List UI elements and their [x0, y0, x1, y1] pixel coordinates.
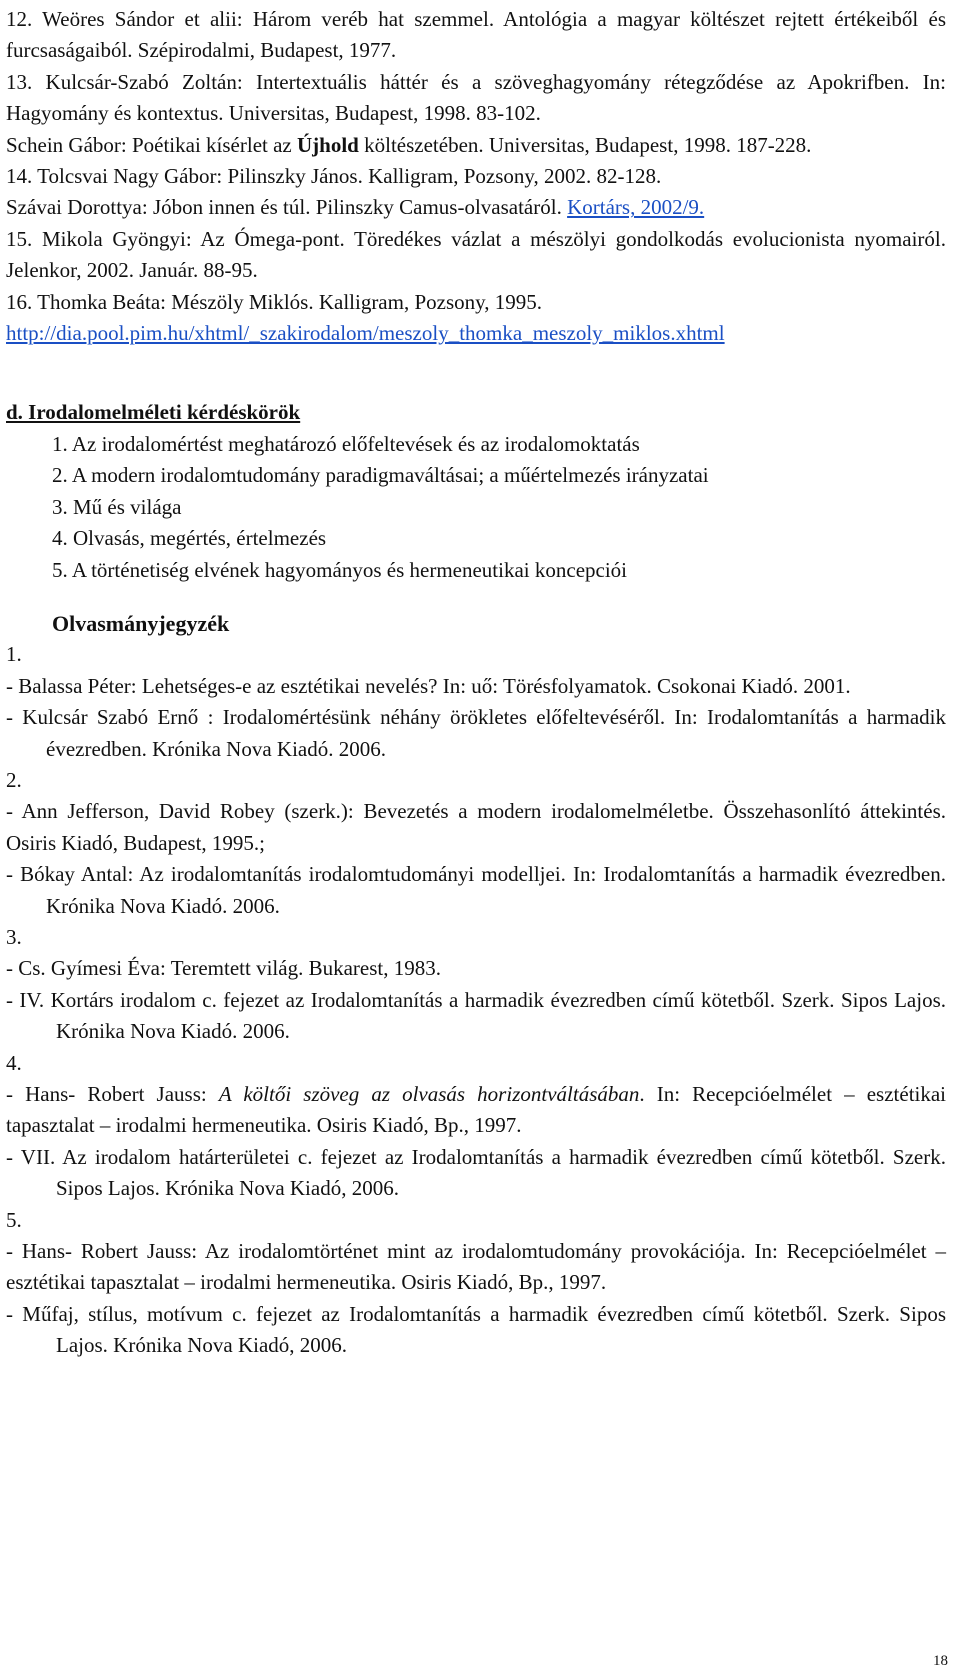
journal-name-ujhold: Újhold: [297, 132, 359, 157]
reading-entry-gyimesi: - Cs. Gyímesi Éva: Teremtett világ. Bukarest, 1983.: [6, 956, 441, 981]
reading-number-2: 2.: [6, 767, 22, 792]
reference-13-schein: Schein Gábor: Poétikai kísérlet az Újhold költészetében. Universitas, Budapest, 1998. 187-228.: [6, 132, 812, 157]
reading-entry-bokay: - Bókay Antal: Az irodalomtanítás irodalomtudományi modelljei. In: Irodalomtanítás a harmadik évezredben. Krónika Nova Kiadó. 2006.: [6, 862, 946, 918]
topic-item-5: 5. A történetiség elvének hagyományos és hermeneutikai koncepciói: [52, 557, 627, 582]
reading-entry-jauss-1: - Hans- Robert Jauss: A költői szöveg az olvasás horizontváltásában. In: Recepcióelmélet – esztétikai tapasztalat – irodalmi hermeneutika. Osiris Kiadó, Bp., 1997.: [6, 1082, 947, 1138]
kortars-link[interactable]: Kortárs, 2002/9.: [567, 195, 705, 220]
reading-number-4: 4.: [6, 1050, 22, 1075]
section-d-heading: d. Irodalomelméleti kérdéskörök: [6, 400, 301, 425]
document-page: [6, 4, 946, 1362]
reading-entry-jauss-2: - Hans- Robert Jauss: Az irodalomtörténet mint az irodalomtudomány provokációja. In: Recepcióelmélet – esztétikai tapasztalat – irodalmi hermeneutika. Osiris Kiadó, Bp., 1997.: [6, 1239, 946, 1295]
reading-entry-hatarteruletei: - VII. Az irodalom határterületei c. fejezet az Irodalomtanítás a harmadik évezredben című kötetből. Szerk. Sipos Lajos. Krónika Nova Kiadó, 2006.: [6, 1144, 946, 1201]
reference-12: 12. Weöres Sándor et alii: Három veréb hat szemmel. Antológia a magyar költészet rejtett értékeiből és furcsaságaiból. Szépirodalmi, Budapest, 1977.: [6, 7, 946, 63]
reading-number-1: 1.: [6, 642, 22, 667]
reference-16: 16. Thomka Beáta: Mészöly Miklós. Kalligram, Pozsony, 1995.: [6, 289, 543, 314]
reading-list-title: Olvasmányjegyzék: [52, 610, 230, 636]
reference-14-szavai: Szávai Dorottya: Jóbon innen és túl. Pilinszky Camus-olvasatáról. Kortárs, 2002/9.: [6, 195, 705, 220]
reading-entry-mufaj: - Műfaj, stílus, motívum c. fejezet az Irodalomtanítás a harmadik évezredben című kötetből. Szerk. Sipos Lajos. Krónika Nova Kiadó, 2006.: [6, 1301, 946, 1358]
reference-14: 14. Tolcsvai Nagy Gábor: Pilinszky János. Kalligram, Pozsony, 2002. 82-128.: [6, 164, 662, 189]
reference-15: 15. Mikola Gyöngyi: Az Ómega-pont. Töredékes vázlat a mészölyi gondolkodás evolucionista nyomairól. Jelenkor, 2002. Január. 88-95.: [6, 226, 946, 283]
reading-number-5: 5.: [6, 1207, 22, 1232]
reading-entry-jefferson: - Ann Jefferson, David Robey (szerk.): Bevezetés a modern irodalomelméletbe. Összehasonlító áttekintés. Osiris Kiadó, Budapest, 1995.;: [6, 799, 946, 855]
topic-item-2: 2. A modern irodalomtudomány paradigmaváltásai; a műértelmezés irányzatai: [52, 463, 709, 488]
reading-entry-kortars-irodalom: - IV. Kortárs irodalom c. fejezet az Irodalomtanítás a harmadik évezredben című kötetből. Szerk. Sipos Lajos. Krónika Nova Kiadó. 2006.: [6, 987, 946, 1044]
reference-13: 13. Kulcsár-Szabó Zoltán: Intertextuális háttér és a szöveghagyomány rétegződése az Apokrifben. In: Hagyomány és kontextus. Universitas, Budapest, 1998. 83-102.: [6, 69, 946, 126]
reference-16-url: [6, 318, 946, 349]
reading-number-3: 3.: [6, 924, 22, 949]
topic-item-1: 1. Az irodalomértést meghatározó előfeltevések és az irodalomoktatás: [52, 431, 640, 456]
topic-item-4: 4. Olvasás, megértés, értelmezés: [52, 526, 327, 551]
reading-entry-kulcsar: - Kulcsár Szabó Ernő : Irodalomértésünk néhány örökletes előfeltevéséről. In: Irodalomtanítás a harmadik évezredben. Krónika Nova Kiadó. 2006.: [6, 705, 946, 761]
pim-url-link[interactable]: http://dia.pool.pim.hu/xhtml/_szakirodalom/meszoly_thomka_meszoly_miklos.xhtml: [6, 321, 725, 346]
reading-entry-balassa: - Balassa Péter: Lehetséges-e az esztétikai nevelés? In: uő: Törésfolyamatok. Csokonai Kiadó. 2001.: [6, 673, 851, 698]
topic-item-3: 3. Mű és világa: [52, 494, 182, 519]
page-number: 18: [933, 1653, 948, 1669]
book-title-italic: A költői szöveg az olvasás horizontváltásában: [218, 1082, 640, 1106]
